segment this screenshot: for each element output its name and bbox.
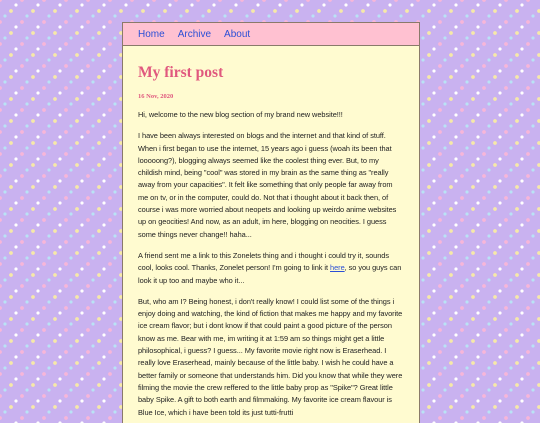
post-content <box>123 64 419 419</box>
post-title: My first post <box>138 64 224 81</box>
paragraph-3-text-before: A friend sent me a link to this Zonelets thing and i thought i could try it, sounds cool, looks cool. Thanks, Zonelet person! I'm going to link it <box>138 250 389 273</box>
post-paragraph-4: But, who am I? Being honest, i don't really know! I could list some of the things i enjoy doing and watching, the kind of fiction that makes me happy and my favorite ice cream flavor; but i dont know if that could paint a good picture of the person know as me. Bear with me, im writing it at 1:59 am so things might get a little philosophical, i guess? I guess... My favorite movie right now is Eraserhead. I really love Eraserhead, mainly because of the little baby. I wish he could have a better family or someone that understands him. Did you know that while they were filming the movie the crew reffered to the little baby prop as "Spike"? Great little baby Spike. A gift to both earth and filmmaking. My favorite ice cream flavour is Blue Ice, which i have been told its just tutti-frutti <box>138 296 403 417</box>
post-paragraph-2: I have been always interested on blogs and the internet and that kind of stuff. When i first began to use the internet, 15 years ago i guess (woah its been that looooong?), blogging always seemed like the coolest thing ever. But, to my childish mind, being "cool" was stored in my brain as the same thing as "really away from your capacities". It felt like something that only people far away from me on tv, or in the computer, could do. Not that i thought about it back then, of course i was more worried about neopets and looking up weirdo anime websites up on geocities! And now, as an adult, im here, blogging on neocities. I guess some things never change!! haha... <box>138 131 397 239</box>
page-container <box>122 22 420 423</box>
post-paragraph-3 <box>138 250 404 287</box>
post-paragraph-1: Hi, welcome to the new blog section of my brand new website!!! <box>138 110 343 119</box>
top-nav <box>123 23 419 46</box>
nav-about-link[interactable]: About <box>224 28 251 40</box>
nav-archive-link[interactable]: Archive <box>177 28 212 40</box>
zonelets-link[interactable]: here <box>330 263 345 273</box>
post-date: 16 Nov, 2020 <box>138 93 174 100</box>
paragraph-3-text-after: , so you guys can look it up too and maybe who it... <box>138 263 402 285</box>
nav-home-link[interactable]: Home <box>138 28 165 40</box>
